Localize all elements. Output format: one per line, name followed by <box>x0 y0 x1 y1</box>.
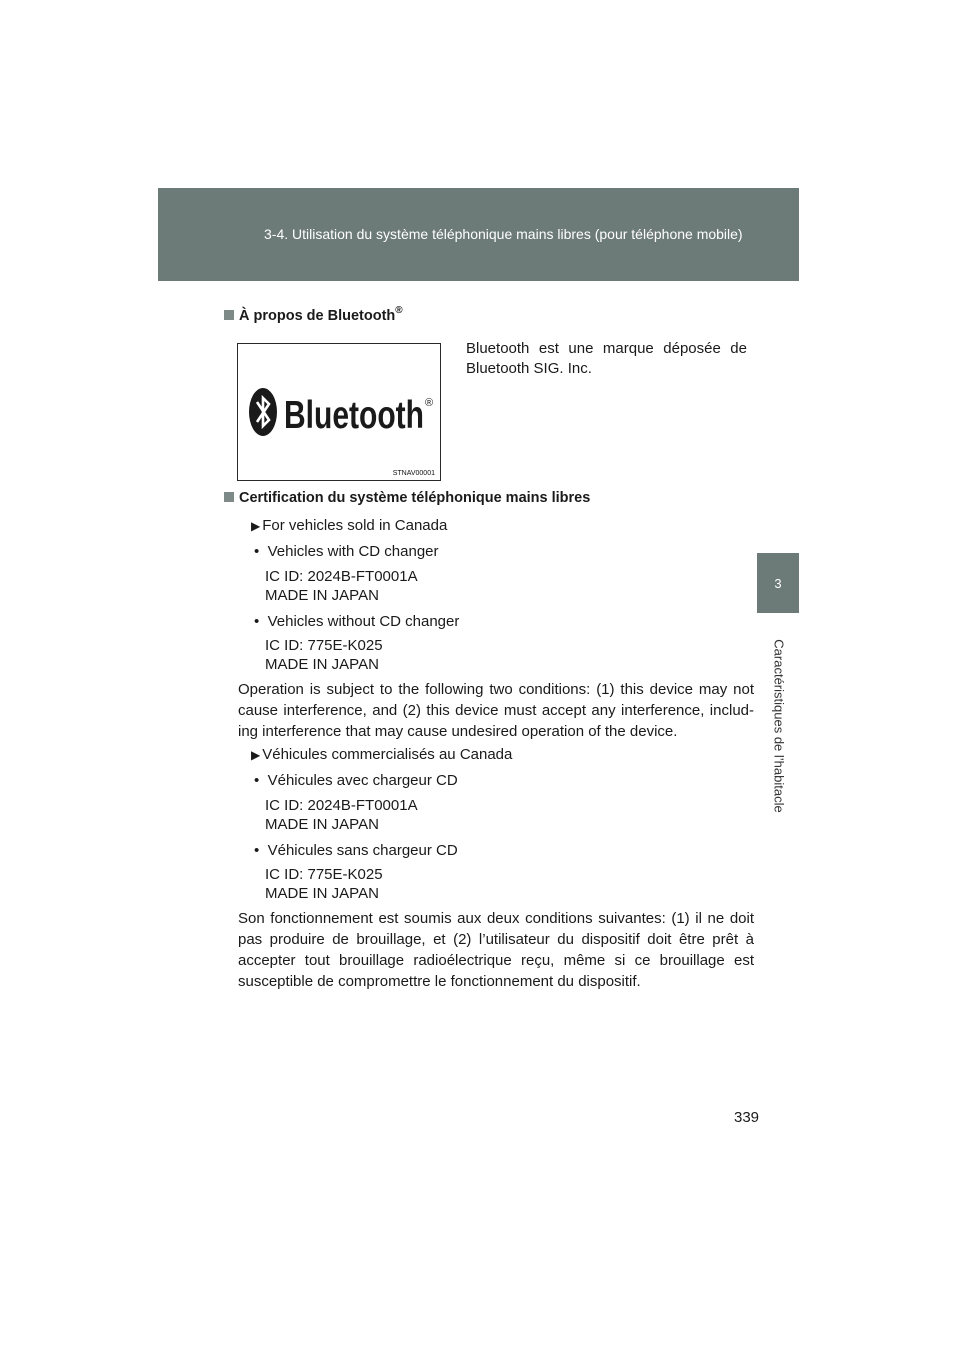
chapter-number: 3 <box>774 575 782 591</box>
bluetooth-reg-mark: ® <box>425 397 434 409</box>
heading-about-bluetooth <box>224 305 403 324</box>
heading-about-bluetooth-text: À propos de Bluetooth <box>239 308 396 324</box>
trademark-note: Bluetooth est une marque déposée de Bluetooth SIG. Inc. <box>466 340 747 377</box>
en-item1-id: IC ID: 2024B-FT0001A <box>265 568 418 585</box>
en-item2-id: IC ID: 775E-K025 <box>265 637 383 654</box>
en-heading <box>251 516 447 536</box>
bullet-icon: • <box>254 772 268 789</box>
chapter-title: Caractéristiques de l’habitacle <box>771 639 787 813</box>
fr-item2 <box>254 841 458 860</box>
en-item2-made: MADE IN JAPAN <box>265 656 379 673</box>
triangle-bullet-icon: ▶ <box>251 748 261 762</box>
registered-mark: ® <box>395 305 403 316</box>
fr-item1 <box>254 771 458 790</box>
section-header-title: 3-4. Utilisation du système téléphonique mains libres (pour téléphone mobile) <box>264 226 743 242</box>
fr-item2-id: IC ID: 775E-K025 <box>265 866 383 883</box>
en-item1-made: MADE IN JAPAN <box>265 587 379 604</box>
fr-paragraph: Son fonctionnement est soumis aux deux conditions suivantes: (1) il ne doit pas produire de brouillage, et (2) l’utilisateur du dispositif doit être prêt à accepter tout brouillage radioélectrique reçu, même si ce brouillage est susceptible de compromettre le fonctionnement du dispositif. <box>238 910 754 990</box>
heading-certification-text: Certification du système téléphonique mains libres <box>239 490 591 506</box>
triangle-bullet-icon: ▶ <box>251 519 261 533</box>
fr-item1-id: IC ID: 2024B-FT0001A <box>265 797 418 814</box>
fr-item1-made: MADE IN JAPAN <box>265 816 379 833</box>
bullet-icon: • <box>254 613 268 630</box>
heading-square-icon <box>224 492 234 502</box>
en-item2-text: Vehicles without CD changer <box>267 613 460 630</box>
fr-heading-text: Véhicules commercialisés au Canada <box>262 746 513 763</box>
bluetooth-logo-figure <box>237 343 441 481</box>
bullet-icon: • <box>254 543 268 560</box>
heading-square-icon <box>224 310 234 320</box>
bluetooth-logo-icon <box>238 344 440 480</box>
en-item1 <box>254 542 439 561</box>
section-header <box>158 188 799 281</box>
heading-certification <box>224 490 590 506</box>
chapter-tab <box>757 553 799 613</box>
en-item1-text: Vehicles with CD changer <box>267 543 439 560</box>
page-number: 339 <box>734 1109 760 1126</box>
bluetooth-wordmark: Bluetooth <box>284 394 424 437</box>
fr-item2-text: Véhicules sans chargeur CD <box>267 842 458 859</box>
en-paragraph: Operation is subject to the following two conditions: (1) this device may not cause interference, and (2) this device must accept any interference, includ-ing interference that may cause undesired operation of the device. <box>238 681 754 740</box>
fr-heading <box>251 745 512 765</box>
en-item2 <box>254 612 459 631</box>
bullet-icon: • <box>254 842 268 859</box>
fr-item1-text: Véhicules avec chargeur CD <box>267 772 458 789</box>
figure-id: STNAV00001 <box>392 470 435 477</box>
en-heading-text: For vehicles sold in Canada <box>262 517 448 534</box>
fr-item2-made: MADE IN JAPAN <box>265 885 379 902</box>
